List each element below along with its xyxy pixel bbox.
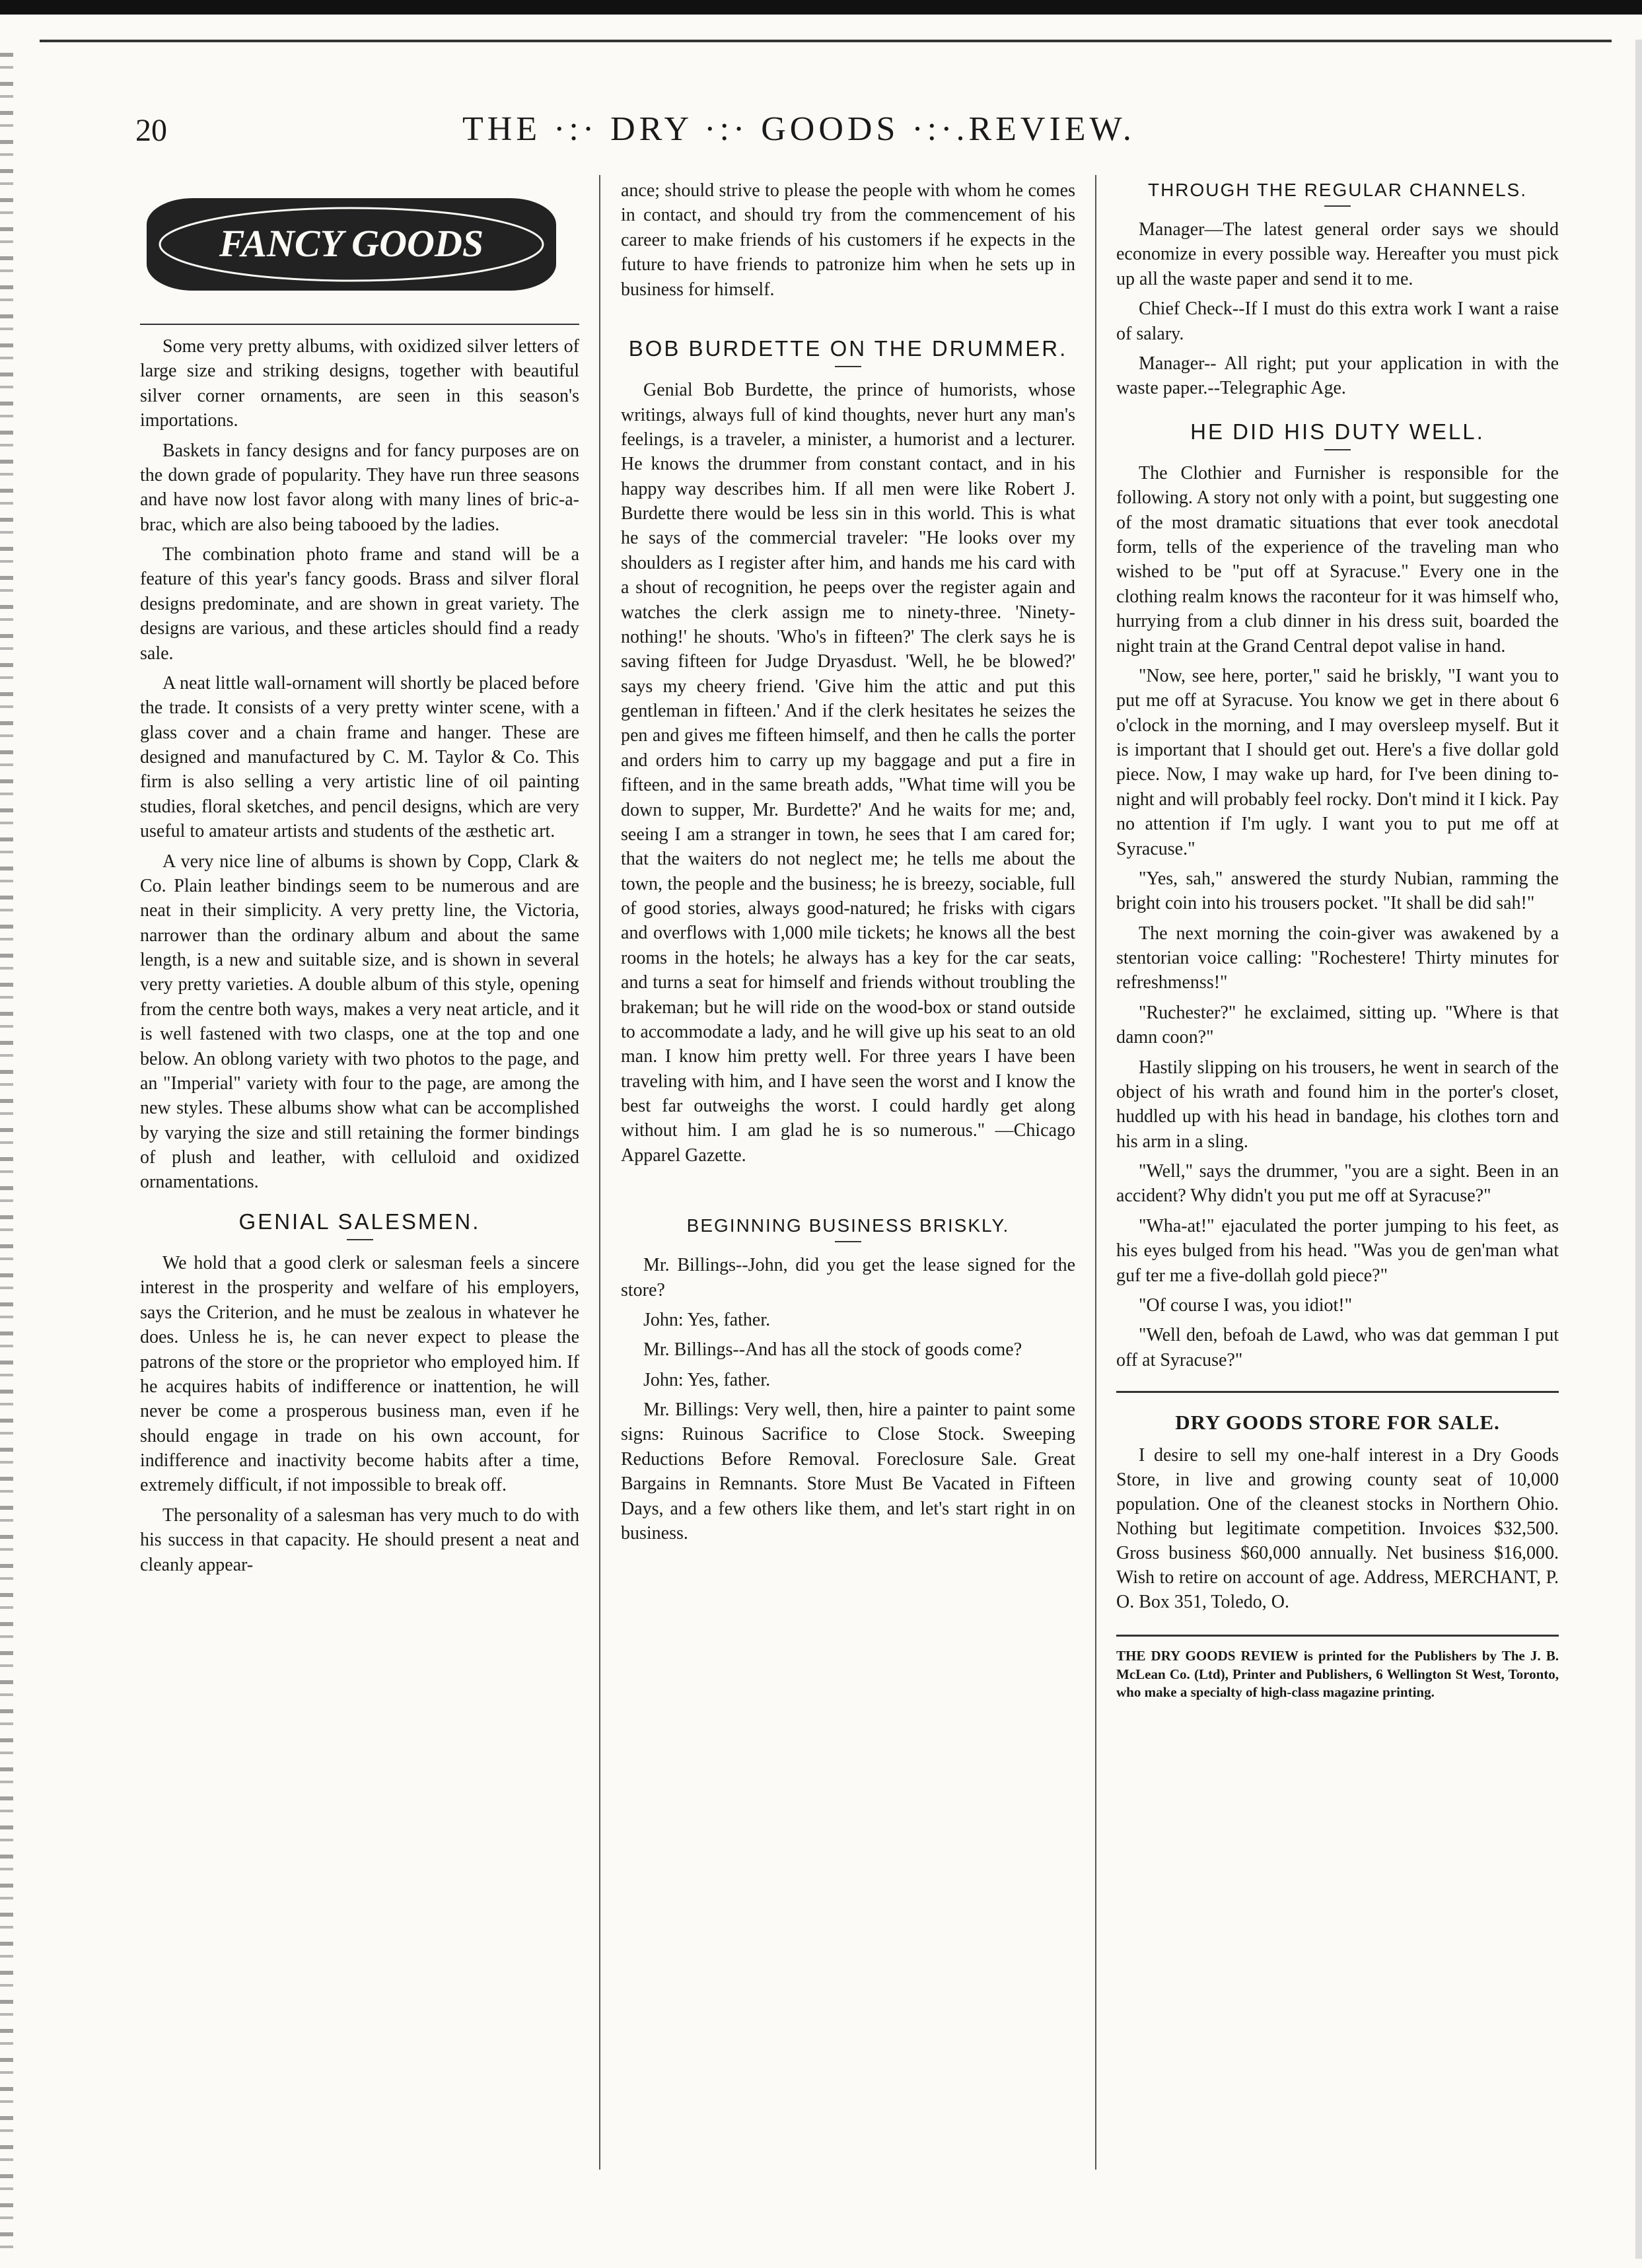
dialog-line: John: Yes, father. xyxy=(643,1369,771,1390)
column-3 xyxy=(1116,178,1559,1702)
column-rule-2 xyxy=(1095,175,1096,2170)
column-1 xyxy=(140,178,579,1582)
printer-imprint: THE DRY GOODS REVIEW is printed for the Publishers by The J. B. McLean Co. (Ltd), Printer and Publishers, 6 Wellington St West, Toronto, who make a specialty of high-class magazine printing. xyxy=(1116,1635,1559,1702)
dialog-line: Manager-- All right; put your application in with the waste paper.--Telegraphic Age. xyxy=(1116,353,1559,399)
paragraph: The next morning the coin-giver was awakened by a stentorian voice calling: "Rochestere! Thirty minutes for refreshmenss!" xyxy=(1116,923,1559,993)
genial-salesmen-heading: GENIAL SALESMEN. xyxy=(238,1209,481,1234)
column-rule-1 xyxy=(599,175,600,2170)
paragraph: "Well," says the drummer, "you are a sight. Been in an accident? Why didn't you put me off at Syracuse?" xyxy=(1116,1161,1559,1207)
paragraph: Some very pretty albums, with oxidized silver letters of large size and striking designs, together with beautiful silver corner ornaments, are seen in this season's importations. xyxy=(140,336,579,431)
bob-burdette-heading: BOB BURDETTE ON THE DRUMMER. xyxy=(628,336,1068,361)
paragraph: ance; should strive to please the people with whom he comes in contact, and should try from the commencement of his career to make friends of his customers if he expects in the future to have friends to patronize him when he sets up in business for himself. xyxy=(621,180,1075,300)
duty-well-heading: HE DID HIS DUTY WELL. xyxy=(1190,419,1485,444)
store-for-sale-ad xyxy=(1116,1391,1559,1615)
masthead: THE ·:· DRY ·:· GOODS ·:·.REVIEW. xyxy=(462,110,1135,148)
paragraph: "Ruchester?" he exclaimed, sitting up. "Where is that damn coon?" xyxy=(1116,1002,1559,1048)
top-border-rule xyxy=(0,0,1642,15)
logo-separator xyxy=(140,324,579,325)
heading-dash xyxy=(347,1239,373,1240)
heading-dash xyxy=(1324,449,1351,450)
fancy-goods-logo xyxy=(140,178,563,310)
paragraph: Baskets in fancy designs and for fancy purposes are on the down grade of popularity. They have run three seasons and have now lost favor along with many lines of bric-a-brac, which are also being tabooed by the ladies. xyxy=(140,440,579,535)
dialog-line: Mr. Billings--And has all the stock of goods come? xyxy=(643,1339,1022,1361)
paragraph: We hold that a good clerk or salesman feels a sincere interest in the prosperity and welfare of his employers, says the Criterion, and he must be zealous in whatever he does. Unless he is, he can never expect to please the patrons of the store or the proprietor who employed him. If he acquires habits of indifference or inattention, he will never be come a prosperous business man, even if he should engage in trade on his own account, for indifference and inactivity become habits after a time, extremely difficult, if not impossible to break off. xyxy=(140,1253,579,1496)
paragraph: "Yes, sah," answered the sturdy Nubian, ramming the bright coin into his trousers pocket. "It shall be did sah!" xyxy=(1116,868,1559,914)
through-channels-heading: THROUGH THE REGULAR CHANNELS. xyxy=(1147,180,1527,200)
paragraph: "Wha-at!" ejaculated the porter jumping to his feet, as his eyes bulged from his head. "Was you de gen'man what guf ter me a five-dollah gold piece?" xyxy=(1116,1215,1559,1286)
dialog-line: Mr. Billings--John, did you get the lease signed for the store? xyxy=(621,1255,1075,1300)
ad-body: I desire to sell my one-half interest in a Dry Goods Store, in live and growing county seat of 10,000 population. One of the cleanest stocks in Northern Ohio. Nothing but legitimate competition. Invoices $32,500. Gross business $60,000 annually. Net business $16,000. Wish to retire on account of age. Address, MERCHANT, P. O. Box 351, Toledo, O. xyxy=(1116,1445,1559,1613)
dialog-block xyxy=(621,1253,1075,1545)
paragraph: "Now, see here, porter," said he briskly, "I want you to put me off at Syracuse. You know we get in there about 6 o'clock in the morning, and I may oversleep myself. But it is important that I should get out. Here's a five dollar gold piece. Now, I may wake up hard, for I've been dining to-night and will probably feel rocky. Don't mind it I kick. Pay no attention if I'm ugly. I want you to put me off at Syracuse." xyxy=(1116,665,1559,859)
binding-edge xyxy=(0,53,13,2252)
right-page-edge xyxy=(1635,40,1642,2259)
beginning-business-heading: BEGINNING BUSINESS BRISKLY. xyxy=(686,1215,1010,1236)
paragraph: The Clothier and Furnisher is responsible for the following. A story not only with a point, but suggesting one of the most dramatic situations that ever took anecdotal form, tells of the experience of the traveling man who wished to be "put off at Syracuse." Every one in the clothing realm knows the raconteur for it was himself who, hurrying from a club dinner in his dress suit, boarded the night train at the Grand Central depot valise in hand. xyxy=(1116,462,1559,656)
paragraph: Genial Bob Burdette, the prince of humorists, whose writings, always full of kind thoughts, never hurt any man's feelings, is a traveler, a minister, a humorist and a lecturer. He knows the drummer from constant contact, and in his happy way describes him. If all men were like Robert J. Burdette there would be less sin in this world. This is what he says of the commercial traveler: "He looks over my shoulders as I register after him, and hands me his card with a shout of recognition, he peeps over the register again and watches the clerk assign me to ninety-three. 'Ninety-nothing!' he shouts. 'Who's in fifteen?' The clerk says he is saving fifteen for Judge Dryasdust. 'Well, he be blowed?' says my cheery friend. 'Give him the attic and put this gentleman in fifteen.' And if the clerk hesitates he seizes the pen and gives me fifteen himself, and then he calls the porter and orders him to carry up my baggage and put a fire in fifteen, and in the same breath adds, "What time will you be down to supper, Mr. Burdette?' And he waits for me; and, seeing I am a stranger in town, he sees that I am cared for; that the waiters do not neglect me; he tells me about the town, the people and the business; he is breezy, sociable, full of good stories, always good-natured; he frisks with cigars and overflows with 1,000 mile tickets; he knows all the best rooms in the hotels; he always has a key for the car seats, and turns a seat for himself and friends without troubling the brakeman; but he will ride on the wood-box or stand outside to accommodate a lady, and he will give up his seat to an old man. I know him pretty well. For three years I have been traveling with him, and I have seen the worst and I know the best far outweighs the worst. I could hardly get along without him. I am glad he is so numerous." —Chicago Apparel Gazette. xyxy=(621,380,1075,1166)
paragraph: "Well den, befoah de Lawd, who was dat gemman I put off at Syracuse?" xyxy=(1116,1325,1559,1370)
logo-text: FANCY GOODS xyxy=(219,222,484,265)
header-rule xyxy=(40,40,1612,42)
paragraph: "Of course I was, you idiot!" xyxy=(1139,1294,1353,1316)
paragraph: Hastily slipping on his trousers, he went in search of the object of his wrath and found him in the porter's closet, huddled up with his head in bandage, his clothes torn and his arm in a sling. xyxy=(1116,1057,1559,1152)
dialog-line: John: Yes, father. xyxy=(643,1309,771,1330)
heading-dash xyxy=(1324,205,1351,207)
dialog-line: Chief Check--If I must do this extra work I want a raise of salary. xyxy=(1116,299,1559,344)
column-2 xyxy=(621,178,1075,1551)
paragraph: The personality of a salesman has very much to do with his success in that capacity. He should present a neat and cleanly appear- xyxy=(140,1505,579,1575)
dialog-line: Manager—The latest general order says we should economize in every possible way. Hereafter you must pick up all the waste paper and send it to me. xyxy=(1116,219,1559,289)
heading-dash xyxy=(835,366,861,367)
paragraph: A neat little wall-ornament will shortly be placed before the trade. It consists of a very pretty winter scene, with a glass cover and a chain frame and hanger. These are designed and manufactured by C. M. Taylor & Co. This firm is also selling a very artistic line of oil painting studies, floral sketches, and pencil designs, which are very useful to amateur artists and students of the æsthetic art. xyxy=(140,672,579,842)
page-number: 20 xyxy=(135,113,167,148)
heading-dash xyxy=(835,1241,861,1242)
paragraph: A very nice line of albums is shown by Copp, Clark & Co. Plain leather bindings seem to be numerous and are neat in their simplicity. A very pretty line, the Victoria, narrower than the ordinary album and about the same length, is a new and suitable size, and is shown in several very pretty varieties. A double album of this style, opening from the centre both ways, makes a very neat article, and it is well fastened with two clasps, one at the top and one below. An oblong variety with two photos to the page, and an "Imperial" variety with four to the page, are among the new styles. These albums show what can be accomplished by varying the size and still retaining the former bindings of plush and leather, with celluloid and oxidized ornamentations. xyxy=(140,851,579,1193)
ad-title: DRY GOODS STORE FOR SALE. xyxy=(1175,1411,1500,1434)
paragraph: The combination photo frame and stand will be a feature of this year's fancy goods. Brass and silver floral designs predominate, and are shown in great variety. The designs are various, and these articles should find a ready sale. xyxy=(140,544,579,664)
dialog-block xyxy=(1116,217,1559,401)
dialog-line: Mr. Billings: Very well, then, hire a painter to paint some signs: Ruinous Sacrifice to Close Stock. Sweeping Reductions Before Removal. Foreclosure Sale. Great Bargains in Remnants. Store Must Be Vacated in Fifteen Days, and a few others like them, and let's start right in on business. xyxy=(621,1400,1075,1543)
